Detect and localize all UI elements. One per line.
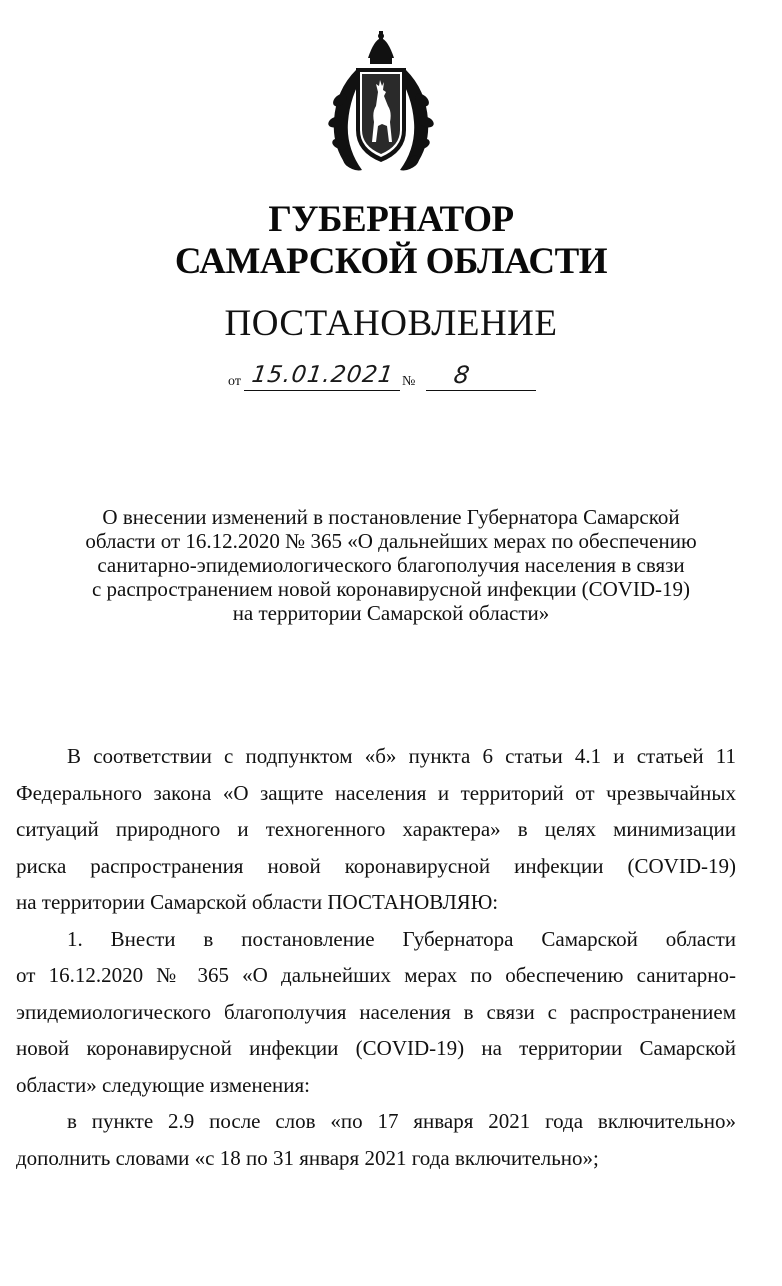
amendment-paragraph (16, 1103, 736, 1176)
date-number-line (228, 360, 548, 396)
body-line: новой коронавирусной инфекции (COVID-19) на территории Самарской (16, 1036, 736, 1060)
body-line: ситуаций природного и техногенного характера» в целях минимизации (16, 817, 736, 841)
date-label: от (228, 374, 241, 389)
body-line: 1. Внести в постановление Губернатора Самарской области (67, 926, 736, 951)
org-title-line1: ГУБЕРНАТОР (268, 199, 514, 240)
body-line: от 16.12.2020 № 365 «О дальнейших мерах по обеспечению санитарно- (16, 963, 736, 987)
body-line: дополнить словами «с 18 по 31 января 2021 года включительно»; (16, 1145, 599, 1170)
org-title-line2: САМАРСКОЙ ОБЛАСТИ (174, 241, 608, 282)
document-title (20, 505, 762, 625)
title-line: области от 16.12.2020 № 365 «О дальнейших мерах по обеспечению (85, 529, 697, 553)
body-line: области» следующие изменения: (16, 1072, 311, 1097)
body-line: на территории Самарской области ПОСТАНОВЛЯЮ: (16, 890, 499, 914)
handwritten-number: 8 (452, 361, 473, 389)
body-line: риска распространения новой коронавирусной инфекции (COVID-19) (16, 853, 736, 878)
body-line: В соответствии с подпунктом «б» пункта 6 статьи 4.1 и статьей 11 (67, 744, 736, 768)
title-line: с распространением новой коронавирусной инфекции (COVID-19) (91, 577, 691, 601)
number-label: № (402, 374, 416, 389)
number-underline (426, 390, 536, 391)
body-line: в пункте 2.9 после слов «по 17 января 2021 года включительно» (67, 1109, 736, 1133)
handwritten-date: 15.01.2021 (250, 362, 396, 388)
coat-of-arms-emblem (316, 30, 446, 180)
body-line: эпидемиологического благополучия населения в связи с распространением (16, 999, 736, 1024)
body-line: Федерального закона «О защите населения и территорий от чрезвычайных (16, 780, 736, 805)
preamble-paragraph (16, 738, 736, 921)
title-line: на территории Самарской области» (232, 601, 550, 625)
document-type: ПОСТАНОВЛЕНИЕ (224, 303, 558, 344)
title-line: санитарно-эпидемиологического благополучия населения в связи (97, 553, 685, 577)
title-line: О внесении изменений в постановление Губернатора Самарской (102, 505, 680, 529)
document-body (16, 738, 736, 1176)
date-underline (244, 390, 400, 391)
item-1-paragraph (16, 921, 736, 1104)
